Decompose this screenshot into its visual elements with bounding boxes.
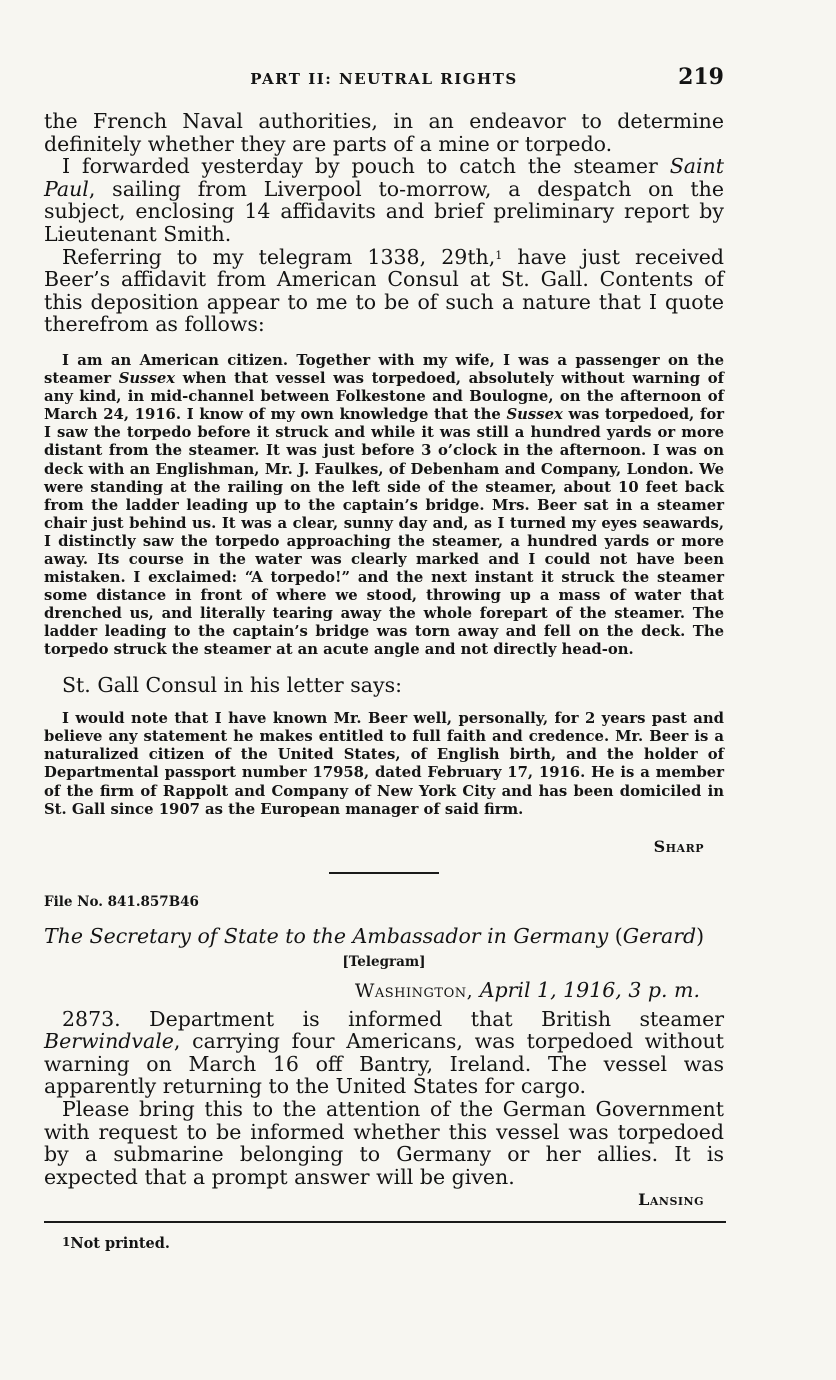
signature-sharp: Sharp: [653, 836, 704, 856]
file-number: File No. 841.857B46: [44, 893, 199, 910]
footnote-rule: [44, 1221, 726, 1223]
dateline-date: April 1, 1916, 3 p. m.: [479, 977, 700, 1002]
quoted-affidavit: I am an American citizen. Together with my wife, I was a passenger on the steamer Sussex when that vessel was torpedoed, absolutely without warning of any kind, in mid-channel between Folkestone and Boulogne, on the afternoon of March 24, 1916. I know of my own knowledge that the Sussex was torpedoed, for I saw the torpedo before it struck and while it was still a hundred yards or more distant from the steamer. It was just before 3 o’clock in the afternoon. I was on deck with an Englishman, Mr. J. Faulkes, of Debenham and Company, London. We were standing at the railing on the left side of the steamer, about 10 feet back from the ladder leading up to the captain’s bridge. Mrs. Beer sat in a steamer chair just behind us. It was a clear, sunny day and, as I turned my eyes seawards, I distinctly saw the torpedo approaching the steamer, a hundred yards or more away. Its course in the water was clearly marked and I could not have been mistaken. I exclaimed: “A torpedo!” and the next instant it struck the steamer some distance in front of where we stood, throwing up a mass of water that drenched us, and literally tearing away the whole forepart of the steamer. The ladder leading to the captain’s bridge was torn away and fell on the deck. The torpedo struck the steamer at an acute angle and not directly head-on.: [44, 351, 725, 659]
ship-name: Saint Paul: [44, 154, 724, 201]
ship-name: Sussex: [118, 370, 176, 388]
dateline: [44, 978, 724, 1002]
running-head: [44, 62, 724, 94]
footnote-marker: 1: [62, 1235, 71, 1250]
paragraph-affidavit-intro: Referring to my telegram 1338, 29th,$^1$ have just received Beer’s affidavit from American Consul at St. Gall. Contents of this deposition appear to me to be of such a nature that I quote therefrom as follows:: [44, 244, 724, 337]
paragraph-request: Please bring this to the attention of the German Government with request to be informed whether this vessel was torpedoed by a submarine belonging to Germany or her allies. It is expected that a prompt answer will be given.: [44, 1097, 724, 1189]
paragraph-despatch: I forwarded yesterday by pouch to catch the steamer Saint Paul, sailing from Liverpool to-morrow, a despatch on the subject, enclosing 14 affidavits and brief preliminary report by Lieutenant Smith.: [44, 154, 724, 246]
document-page: [44, 62, 724, 1252]
paragraph-telegram-2873: 2873. Department is informed that British steamer Berwindvale, carrying four Americans, was torpedoed without warning on March 16 off Bantry, Ireland. The vessel was apparently returning to the United States for cargo.: [44, 1006, 724, 1099]
footnote: $^1$Not printed.: [62, 1235, 170, 1253]
signature-lansing: Lansing: [638, 1190, 704, 1210]
paragraph-consul-letter: St. Gall Consul in his letter says:: [62, 672, 403, 697]
ship-name: Berwindvale: [44, 1029, 174, 1054]
ship-name: Sussex: [506, 406, 563, 424]
dateline-place: Washington,: [354, 979, 474, 1002]
document-title: The Secretary of State to the Ambassador in Germany (Gerard): [44, 923, 705, 948]
footnote-reference: 1: [495, 248, 503, 262]
quoted-consul-letter: I would note that I have known Mr. Beer well, personally, for 2 years past and believe any statement he makes entitled to full faith and credence. Mr. Beer is a naturalized citizen of the United States, of English birth, and the holder of Departmental passport number 17958, dated February 17, 1916. He is a member of the firm of Rappolt and Company of New York City and has been domiciled in St. Gall since 1907 as the European manager of said firm.: [44, 710, 724, 818]
paragraph-continuation: the French Naval authorities, in an endeavor to determine definitely whether they are parts of a mine or torpedo.: [44, 109, 724, 156]
telegram-label: [Telegram]: [342, 953, 426, 970]
section-divider: [329, 872, 439, 874]
page-number: 219: [678, 64, 724, 90]
running-head-title: PART II: NEUTRAL RIGHTS: [250, 70, 518, 88]
